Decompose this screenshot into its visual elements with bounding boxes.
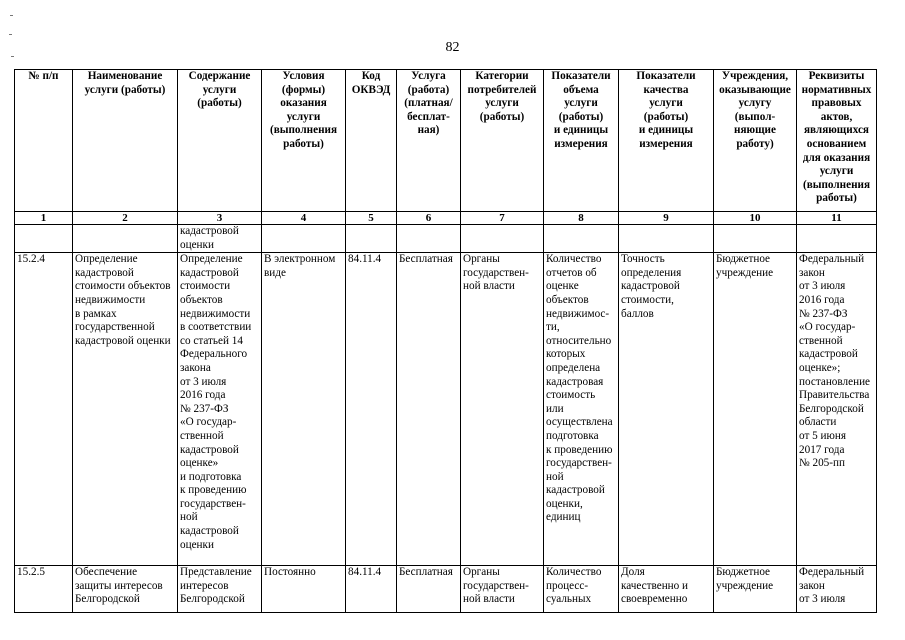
column-number: 5 bbox=[346, 212, 397, 225]
column-number: 8 bbox=[544, 212, 619, 225]
service-content: Определение кадастровой стоимости объектов недвижимости в соответствии со статьей 14 Федерального закона от 3 июля 2016 года № 237-ФЗ «О государ- ственной кадастровой оценке» и подготовка к проведению государствен- ной кадастровой оценки bbox=[178, 253, 262, 566]
column-header: № п/п bbox=[15, 70, 73, 212]
row-number: 15.2.4 bbox=[15, 253, 73, 566]
table-cell bbox=[714, 225, 797, 253]
column-header: Реквизиты нормативных правовых актов, являющихся основанием для оказания услуги (выполнения работы) bbox=[797, 70, 877, 212]
column-header: Учреждения, оказывающие услугу (выпол- няющие работу) bbox=[714, 70, 797, 212]
services-table bbox=[14, 69, 877, 613]
service-conditions: В электронном виде bbox=[262, 253, 346, 566]
consumer-category: Органы государствен- ной власти bbox=[461, 566, 544, 613]
table-cell bbox=[397, 225, 461, 253]
table-header-row bbox=[15, 70, 877, 212]
column-number: 9 bbox=[619, 212, 714, 225]
volume-indicator: Количество отчетов об оценке объектов недвижимос- ти, относительно которых определена кадастровая стоимость или осуществлена подготовка к проведению государствен- ной кадастровой оценки, единиц bbox=[544, 253, 619, 566]
table-cell bbox=[15, 225, 73, 253]
table-row bbox=[15, 566, 877, 613]
paid-status: Бесплатная bbox=[397, 253, 461, 566]
column-number: 1 bbox=[15, 212, 73, 225]
column-number: 10 bbox=[714, 212, 797, 225]
legal-basis: Федеральный закон от 3 июля 2016 года № 237-ФЗ «О государ- ственной кадастровой оценке»; постановление Правительства Белгородской области от 5 июня 2017 года № 205-пп bbox=[797, 253, 877, 566]
table-cell bbox=[544, 225, 619, 253]
column-header: Показатели качества услуги (работы) и единицы измерения bbox=[619, 70, 714, 212]
table-row bbox=[15, 253, 877, 566]
column-number-row bbox=[15, 212, 877, 225]
scan-speck bbox=[10, 15, 13, 16]
okved-code: 84.11.4 bbox=[346, 566, 397, 613]
row-number: 15.2.5 bbox=[15, 566, 73, 613]
table-cell bbox=[73, 225, 178, 253]
scan-speck bbox=[9, 34, 12, 35]
table-cell bbox=[262, 225, 346, 253]
column-number: 11 bbox=[797, 212, 877, 225]
service-conditions: Постоянно bbox=[262, 566, 346, 613]
column-header: Условия (формы) оказания услуги (выполнения работы) bbox=[262, 70, 346, 212]
table-cell bbox=[461, 225, 544, 253]
institution: Бюджетное учреждение bbox=[714, 566, 797, 613]
column-header: Содержание услуги (работы) bbox=[178, 70, 262, 212]
column-header: Категории потребителей услуги (работы) bbox=[461, 70, 544, 212]
column-number: 2 bbox=[73, 212, 178, 225]
column-header: Наименование услуги (работы) bbox=[73, 70, 178, 212]
table-cell bbox=[619, 225, 714, 253]
table-cell bbox=[797, 225, 877, 253]
page-number: 82 bbox=[445, 40, 460, 55]
continuation-cell: кадастровой оценки bbox=[178, 225, 262, 253]
institution: Бюджетное учреждение bbox=[714, 253, 797, 566]
okved-code: 84.11.4 bbox=[346, 253, 397, 566]
service-name: Обеспечение защиты интересов Белгородской bbox=[73, 566, 178, 613]
quality-indicator: Доля качественно и своевременно bbox=[619, 566, 714, 613]
service-content: Представление интересов Белгородской bbox=[178, 566, 262, 613]
column-header: Услуга (работа) (платная/ бесплат- ная) bbox=[397, 70, 461, 212]
continuation-row bbox=[15, 225, 877, 253]
volume-indicator: Количество процесс- суальных bbox=[544, 566, 619, 613]
column-number: 3 bbox=[178, 212, 262, 225]
legal-basis: Федеральный закон от 3 июля bbox=[797, 566, 877, 613]
table-cell bbox=[346, 225, 397, 253]
paid-status: Бесплатная bbox=[397, 566, 461, 613]
quality-indicator: Точность определения кадастровой стоимости, баллов bbox=[619, 253, 714, 566]
scan-speck bbox=[11, 56, 14, 57]
column-header: Код ОКВЭД bbox=[346, 70, 397, 212]
consumer-category: Органы государствен- ной власти bbox=[461, 253, 544, 566]
column-number: 7 bbox=[461, 212, 544, 225]
column-header: Показатели объема услуги (работы) и единицы измерения bbox=[544, 70, 619, 212]
column-number: 6 bbox=[397, 212, 461, 225]
column-number: 4 bbox=[262, 212, 346, 225]
service-name: Определение кадастровой стоимости объектов недвижимости в рамках государственной кадастровой оценки bbox=[73, 253, 178, 566]
